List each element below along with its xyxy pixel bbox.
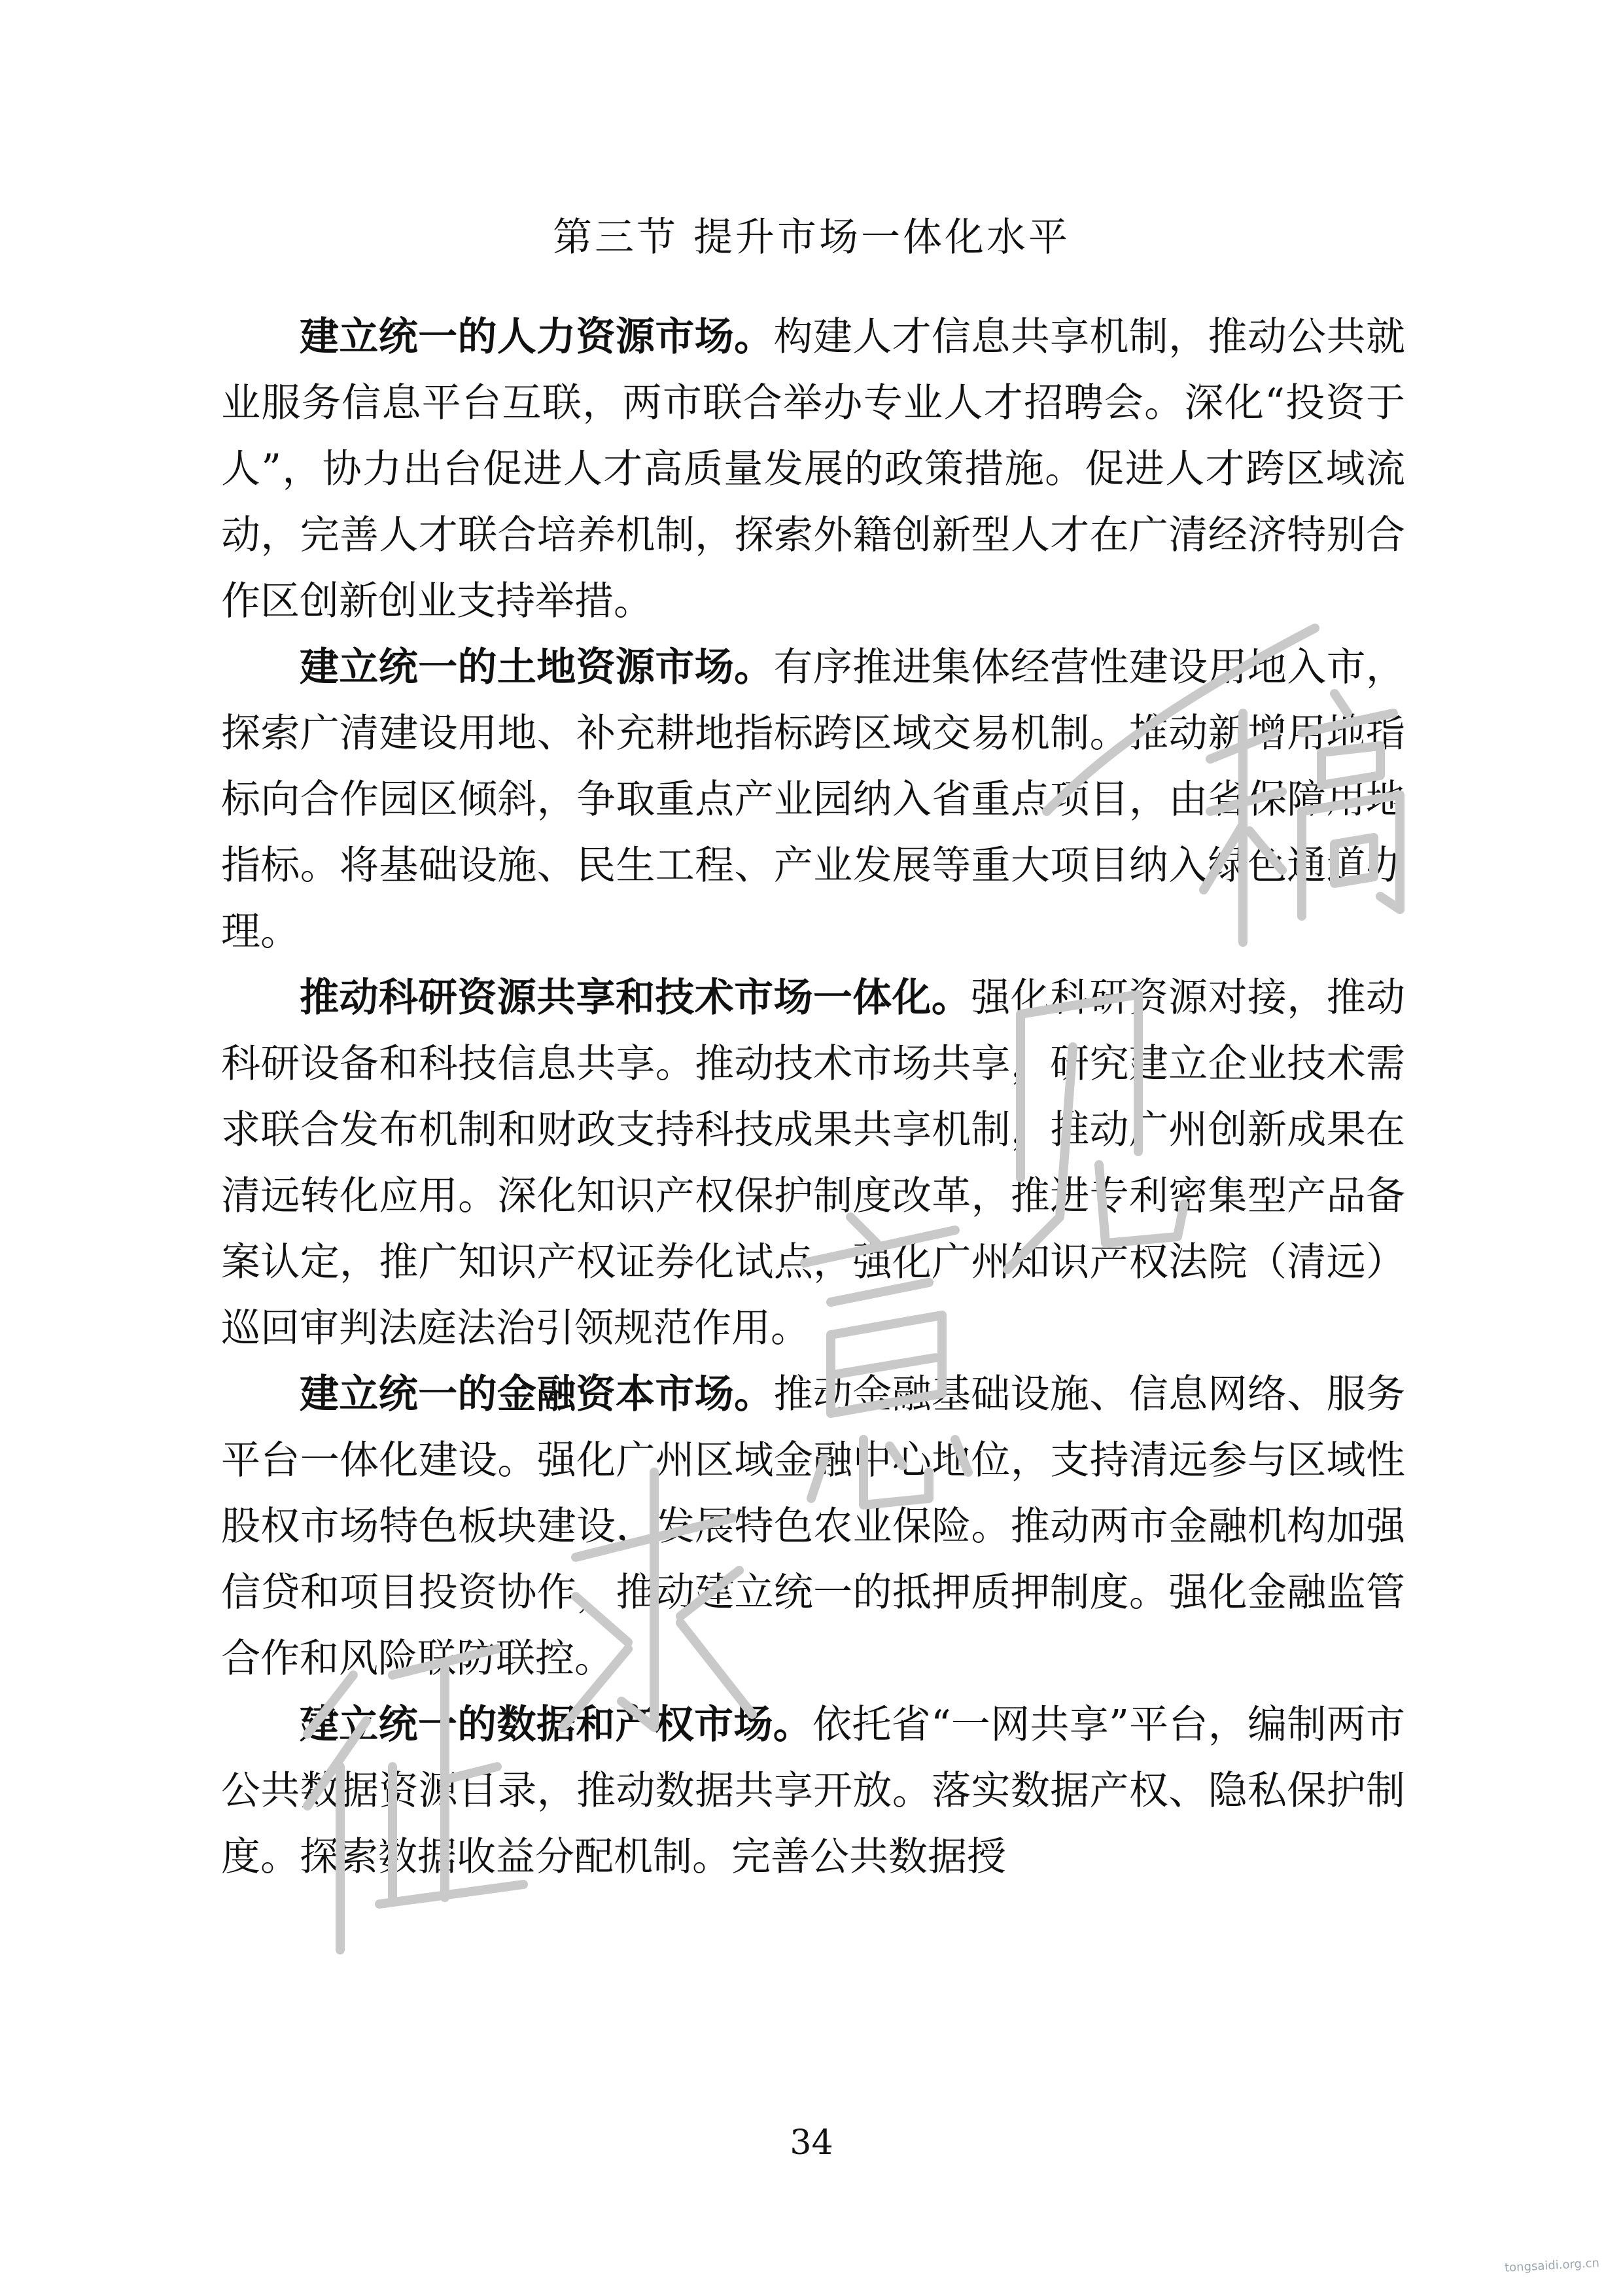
paragraph-lead: 建立统一的土地资源市场。 xyxy=(300,645,774,690)
paragraph-land-resources xyxy=(221,635,1405,965)
paragraph-body: 构建人才信息共享机制，推动公共就业服务信息平台互联，两市联合举办专业人才招聘会。深化“投资于人”，协力出台促进人才高质量发展的政策措施。促进人才跨区域流动，完善人才联合培养机制，探索外籍创新型人才在广清经济特别合作区创新创业支持举措。 xyxy=(221,314,1406,624)
paragraph-body: 推动金融基础设施、信息网络、服务平台一体化建设。强化广州区域金融中心地位，支持清远参与区域性股权市场特色板块建设，发展特色农业保险。推动两市金融机构加强信贷和项目投资协作，推动建立统一的抵押质押制度。强化金融监管合作和风险联防联控。 xyxy=(221,1371,1406,1682)
paragraph-research-technology xyxy=(221,965,1405,1362)
paragraph-body: 有序推进集体经营性建设用地入市，探索广清建设用地、补充耕地指标跨区域交易机制。推动新增用地指标向合作园区倾斜，争取重点产业园纳入省重点项目，由省保障用地指标。将基础设施、民生工程、产业发展等重大项目纳入绿色通道办理。 xyxy=(221,645,1406,955)
paragraph-data-property xyxy=(221,1692,1405,1890)
page-number: 34 xyxy=(790,2123,833,2163)
paragraph-body: 依托省“一网共享”平台，编制两市公共数据资源目录，推动数据共享开放。落实数据产权、隐私保护制度。探索数据收益分配机制。完善公共数据授 xyxy=(221,1702,1405,1880)
body-text xyxy=(221,304,1405,1890)
paragraph-financial-capital xyxy=(221,1362,1405,1692)
paragraph-lead: 推动科研资源共享和技术市场一体化。 xyxy=(300,975,971,1021)
paragraph-lead: 建立统一的数据和产权市场。 xyxy=(300,1702,813,1748)
paragraph-body: 强化科研资源对接，推动科研设备和科技信息共享。推动技术市场共享，研究建立企业技术需求联合发布机制和财政支持科技成果共享机制，推动广州创新成果在清远转化应用。深化知识产权保护制度改革，推进专利密集型产品备案认定，推广知识产权证券化试点，强化广州知识产权法院（清远）巡回审判法庭法治引领规范作用。 xyxy=(221,975,1406,1351)
footer-site-mark: tongsaidi.org.cn xyxy=(1504,2256,1600,2275)
paragraph-lead: 建立统一的金融资本市场。 xyxy=(300,1371,774,1417)
paragraph-lead: 建立统一的人力资源市场。 xyxy=(300,314,774,360)
section-title: 第三节 提升市场一体化水平 xyxy=(552,215,1071,260)
paragraph-human-resources xyxy=(221,304,1405,635)
